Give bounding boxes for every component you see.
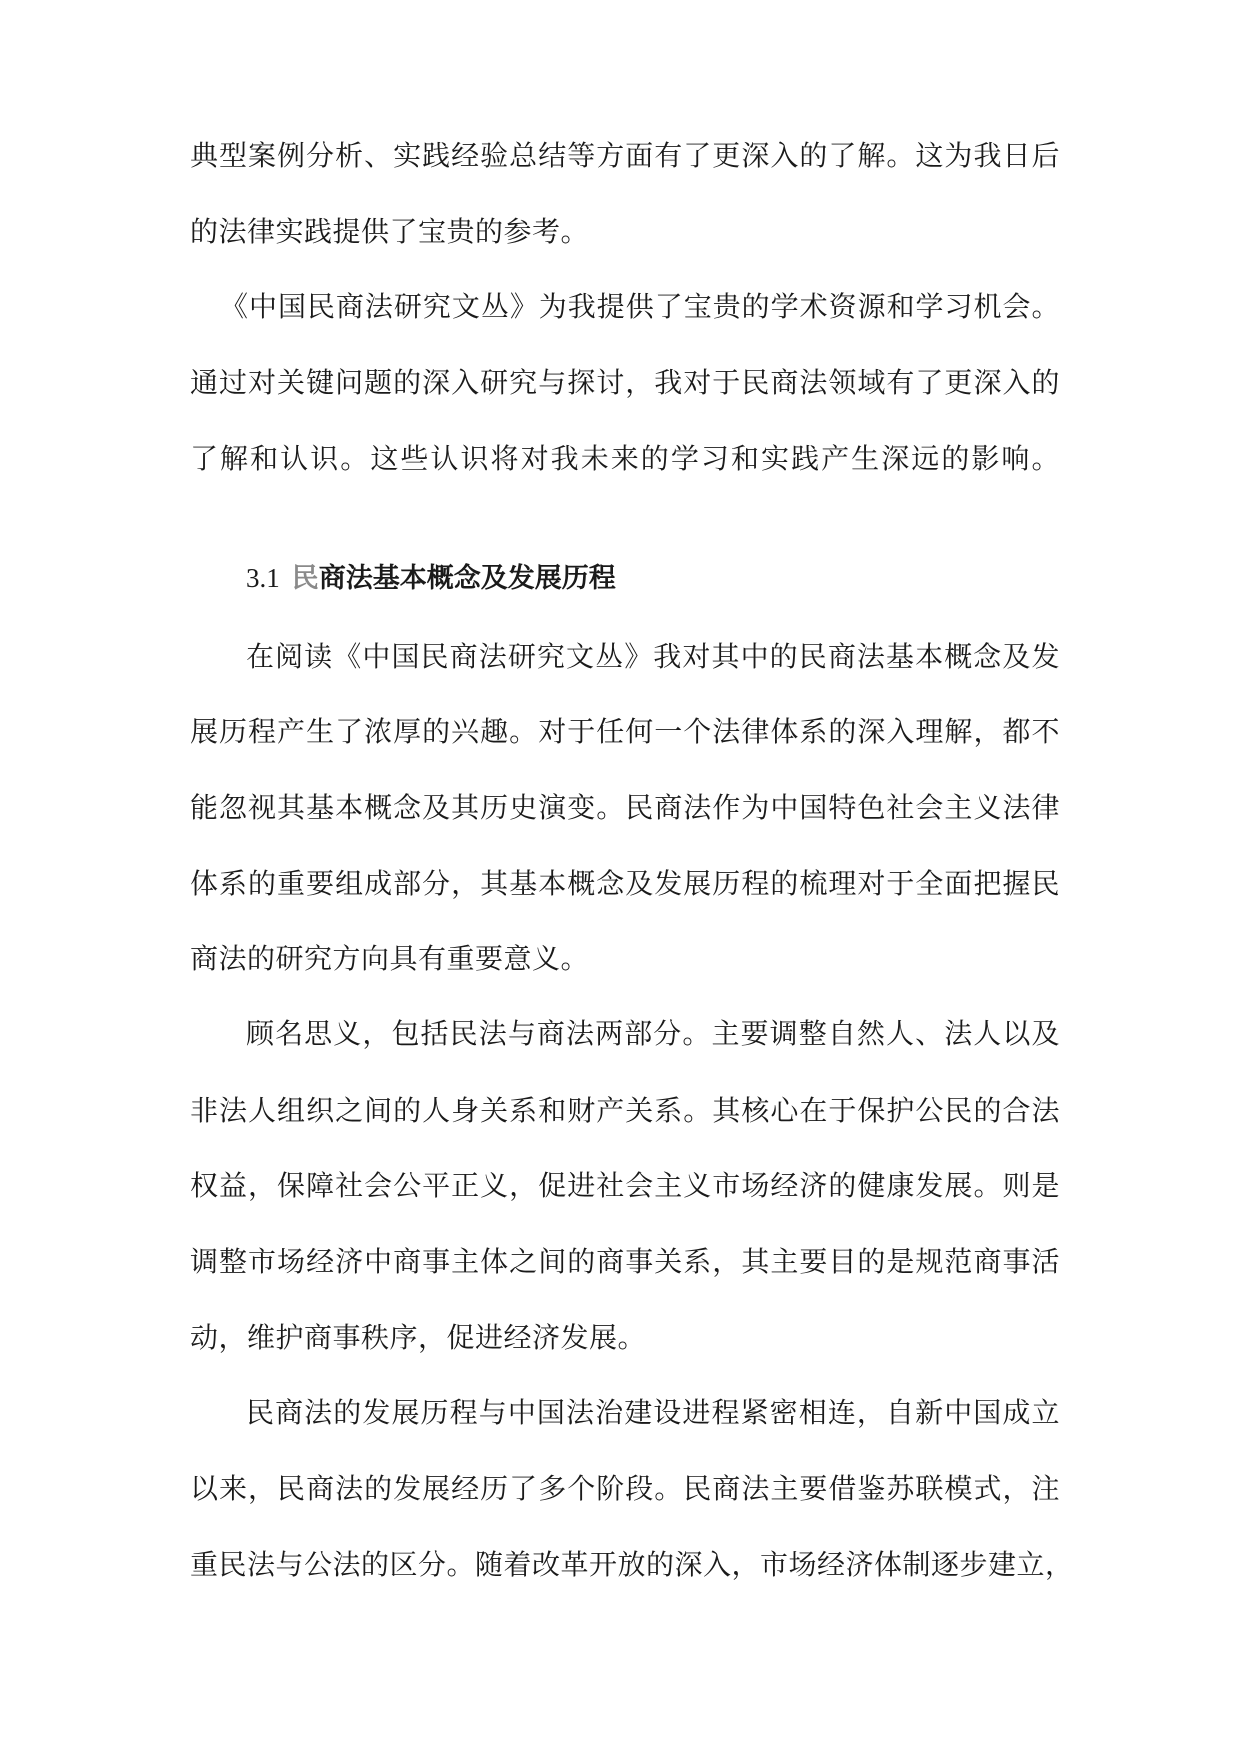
paragraph-line: 了解和认识。这些认识将对我未来的学习和实践产生深远的影响。 — [190, 442, 1060, 475]
paragraph-line: 在阅读《中国民商法研究文丛》我对其中的民商法基本概念及发 — [246, 640, 1060, 673]
paragraph-line: 以来，民商法的发展经历了多个阶段。民商法主要借鉴苏联模式，注 — [190, 1472, 1060, 1505]
paragraph-line: 典型案例分析、实践经验总结等方面有了更深入的了解。这为我日后 — [190, 139, 1060, 172]
paragraph-line: 顾名思义，包括民法与商法两部分。主要调整自然人、法人以及 — [246, 1017, 1060, 1050]
paragraph-line: 能忽视其基本概念及其历史演变。民商法作为中国特色社会主义法律 — [190, 791, 1060, 824]
paragraph-line: 民商法的发展历程与中国法治建设进程紧密相连，自新中国成立 — [246, 1396, 1060, 1429]
paragraph-line: 展历程产生了浓厚的兴趣。对于任何一个法律体系的深入理解，都不 — [190, 715, 1060, 748]
section-title-first-char: 民 — [291, 563, 319, 594]
paragraph-line: 重民法与公法的区分。随着改革开放的深入，市场经济体制逐步建立， — [190, 1548, 1074, 1581]
section-number: 3.1 — [246, 563, 280, 593]
section-heading — [246, 558, 616, 598]
paragraph-line: 通过对关键问题的深入研究与探讨，我对于民商法领域有了更深入的 — [190, 366, 1060, 399]
paragraph-line: 调整市场经济中商事主体之间的商事关系，其主要目的是规范商事活 — [190, 1245, 1060, 1278]
paragraph-line: 商法的研究方向具有重要意义。 — [190, 942, 590, 975]
paragraph-line: 体系的重要组成部分，其基本概念及发展历程的梳理对于全面把握民 — [190, 867, 1060, 900]
paragraph-line: 动，维护商事秩序，促进经济发展。 — [190, 1321, 647, 1354]
paragraph-line: 的法律实践提供了宝贵的参考。 — [190, 215, 590, 248]
paragraph-line: 权益，保障社会公平正义，促进社会主义市场经济的健康发展。则是 — [190, 1169, 1060, 1202]
section-title: 商法基本概念及发展历程 — [318, 563, 616, 594]
paragraph-line: 《中国民商法研究文丛》为我提供了宝贵的学术资源和学习机会。 — [220, 290, 1060, 323]
paragraph-line: 非法人组织之间的人身关系和财产关系。其核心在于保护公民的合法 — [190, 1094, 1060, 1127]
